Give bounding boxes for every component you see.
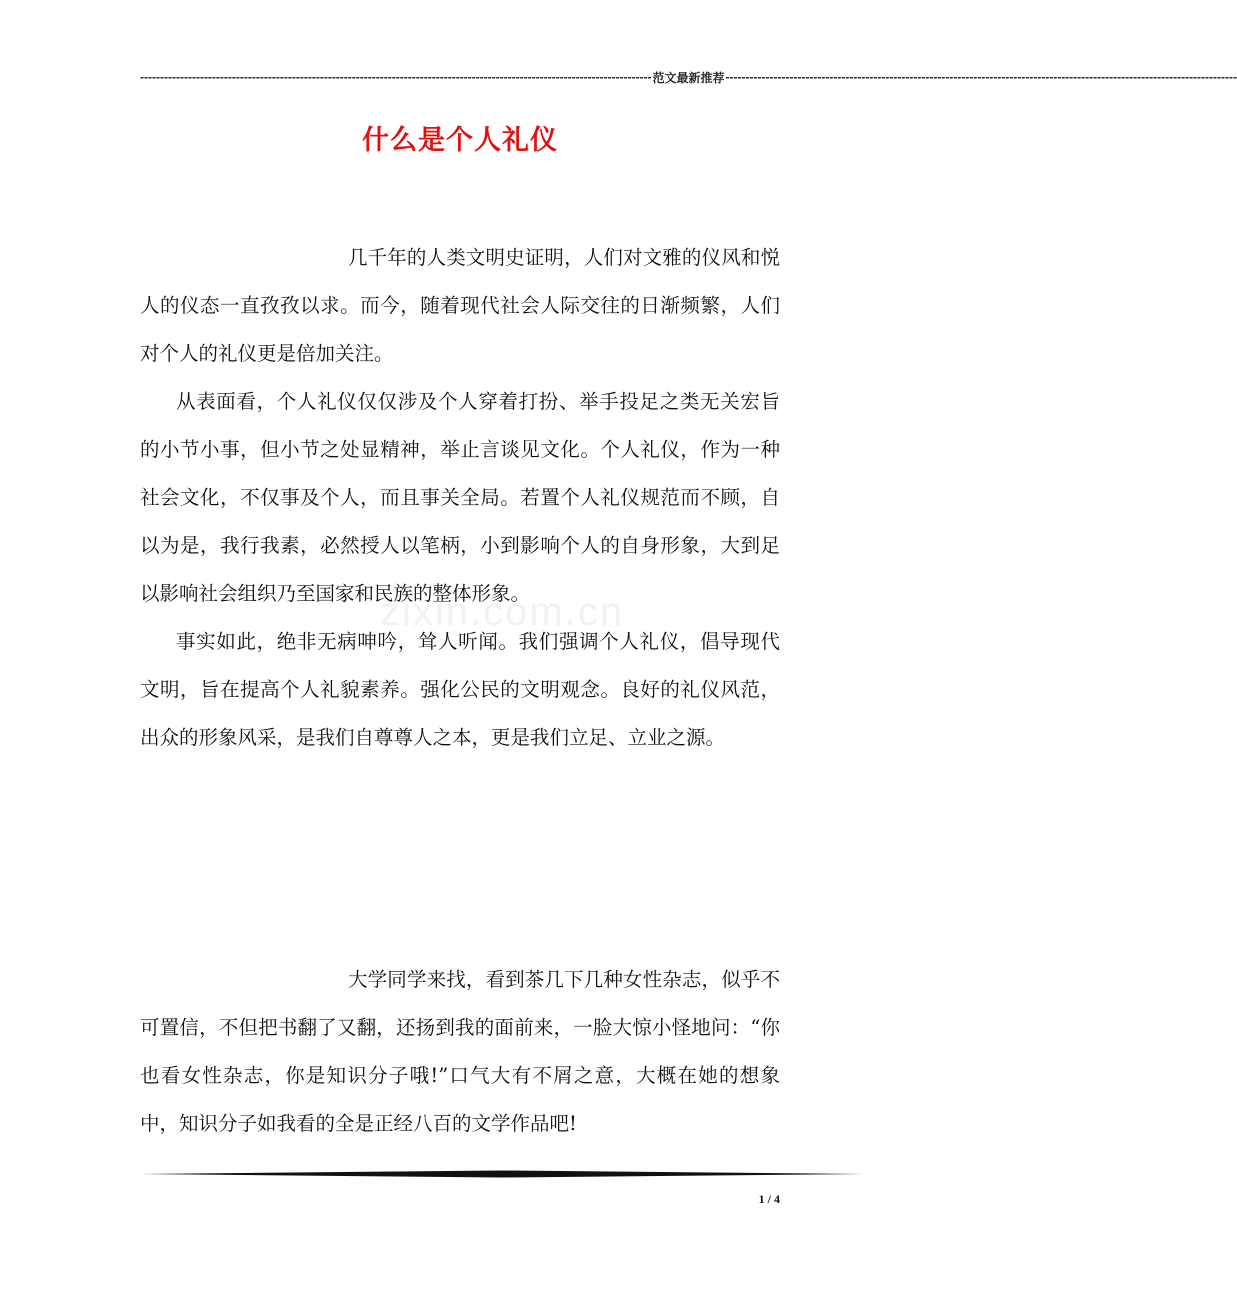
header-dashes-right: -------------------------------------------------------------------------------------------------------------------------------- bbox=[725, 70, 1237, 84]
watermark: zixin.com.cn bbox=[380, 590, 625, 634]
header-rule bbox=[140, 66, 1237, 88]
footer-divider bbox=[140, 1170, 864, 1178]
paragraph-3: 事实如此，绝非无病呻吟，耸人听闻。我们强调个人礼仪，倡导现代文明，旨在提高个人礼貌素养。强化公民的文明观念。良好的礼仪风范，出众的形象风采，是我们自尊尊人之本，更是我们立足、立业之源。 bbox=[140, 630, 780, 749]
paragraph-2: 从表面看，个人礼仪仅仅涉及个人穿着打扮、举手投足之类无关宏旨的小节小事，但小节之处显精神，举止言谈见文化。个人礼仪，作为一种社会文化，不仅事及个人，而且事关全局。若置个人礼仪规范而不顾，自以为是，我行我素，必然授人以笔柄，小到影响个人的自身形象，大到足以影响社会组织乃至国家和民族的整体形象。 bbox=[140, 390, 780, 605]
header-label: 范文最新推荐 bbox=[652, 70, 725, 85]
header-dashes-left: -------------------------------------------------------------------------------------------------------------------------------- bbox=[140, 70, 652, 84]
paragraph-4: 大学同学来找，看到茶几下几种女性杂志，似乎不可置信，不但把书翻了又翻，还扬到我的面前来，一脸大惊小怪地问：“你也看女性杂志，你是知识分子哦!”口气大有不屑之意，大概在她的想象中，知识分子如我看的全是正经八百的文学作品吧! bbox=[140, 968, 780, 1135]
paragraph-1: 几千年的人类文明史证明，人们对文雅的仪风和悦人的仪态一直孜孜以求。而今，随着现代社会人际交往的日渐频繁，人们对个人的礼仪更是倍加关注。 bbox=[140, 246, 780, 365]
document-title: 什么是个人礼仪 bbox=[362, 125, 558, 156]
page-number: 1 / 4 bbox=[758, 1192, 780, 1206]
